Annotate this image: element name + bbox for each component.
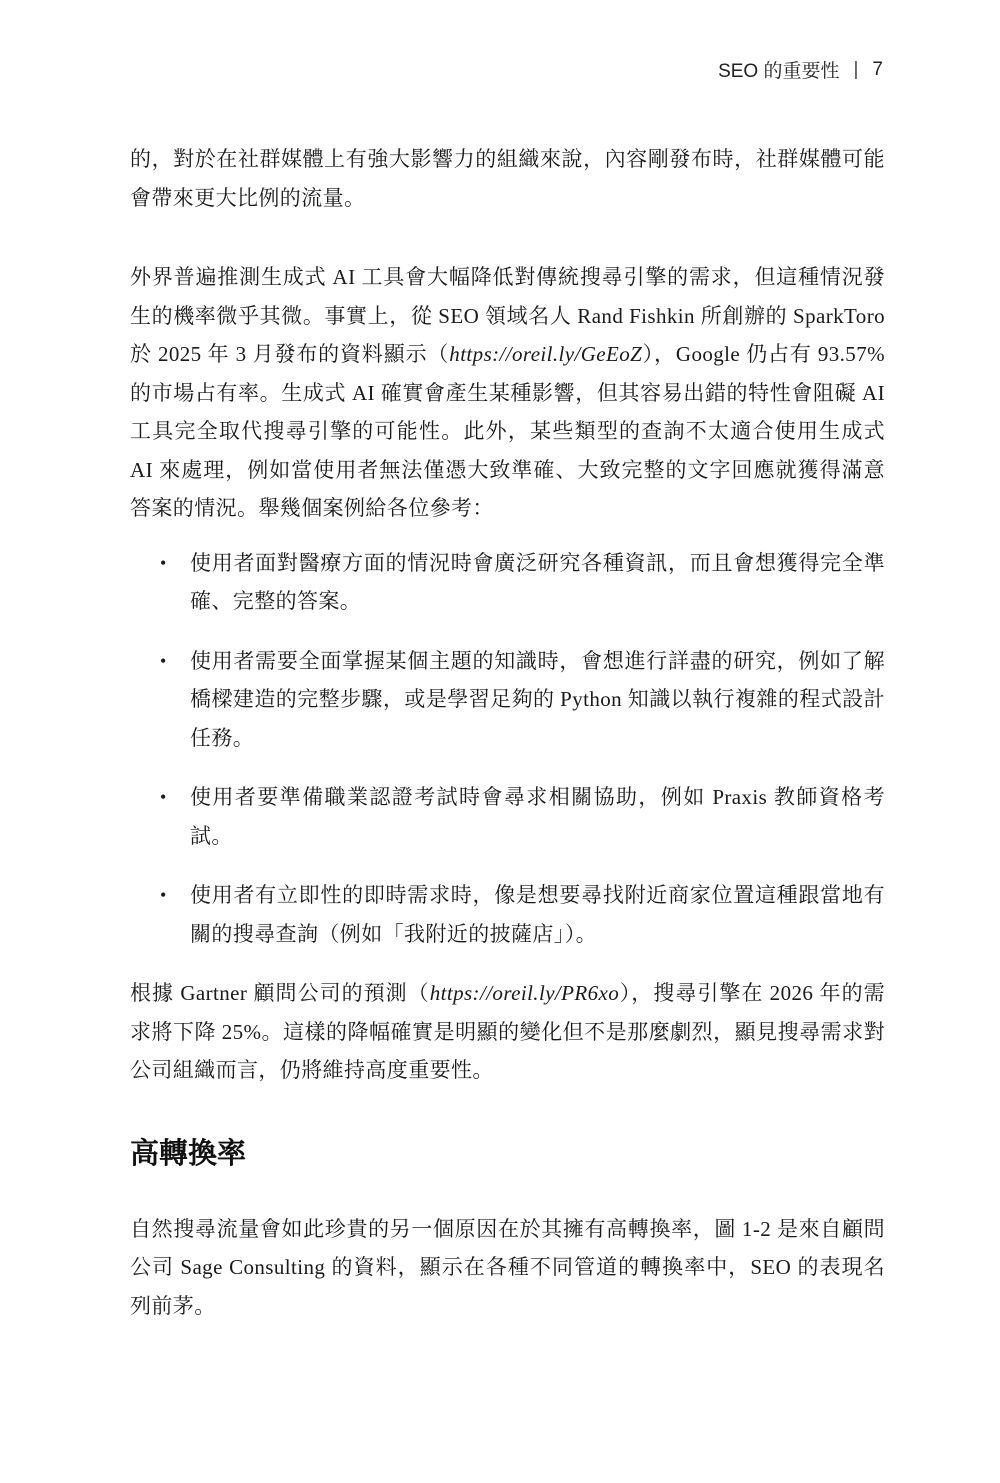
list-item-text: 使用者要準備職業認證考試時會尋求相關協助，例如 Praxis 教師資格考試。 — [190, 785, 885, 848]
examples-list — [130, 544, 885, 954]
list-item — [130, 642, 885, 758]
paragraph-conversion-rate: 自然搜尋流量會如此珍貴的另一個原因在於其擁有高轉換率，圖 1-2 是來自顧問公司 Sage Consulting 的資料，顯示在各種不同管道的轉換率中，SEO 的表現名列前茅。 — [130, 1216, 885, 1318]
running-head-separator: | — [853, 58, 859, 80]
running-head-title: SEO 的重要性 — [718, 61, 840, 82]
section-heading: 高轉換率 — [130, 1137, 247, 1170]
running-head — [718, 56, 883, 83]
list-item-text: 使用者有立即性的即時需求時，像是想要尋找附近商家位置這種跟當地有關的搜尋查詢（例如「我附近的披薩店」）。 — [190, 883, 885, 946]
paragraph-text: ），搜尋引擎在 2026 年的需求將下降 25%。這樣的降幅確實是明顯的變化但不是那麼劇烈，顯見搜尋需求對公司組織而言，仍將維持高度重要性。 — [130, 981, 886, 1082]
sparktoro-link[interactable]: https://oreil.ly/GeEoZ — [449, 342, 643, 366]
paragraph-text: 外界普遍推測生成式 AI 工具會大幅降低對傳統搜尋引擎的需求，但這種情況發生的機率微乎其微。事實上，從 SEO 領域名人 Rand Fishkin 所創辦的 SparkToro 於 2025 年 3 月發布的資料顯示（ — [130, 265, 885, 366]
bullet-icon: • — [160, 552, 167, 573]
gartner-link[interactable]: https://oreil.ly/PR6xo — [429, 981, 620, 1005]
paragraph-text: ），Google 仍占有 93.57% 的市場占有率。生成式 AI 確實會產生某種影響，但其容易出錯的特性會阻礙 AI 工具完全取代搜尋引擎的可能性。此外，某些類型的查詢不太適合使用生成式 AI 來處理，例如當使用者無法僅憑大致準確、大致完整的文字回應就獲得滿意答案的情況。舉幾個案例給各位參考： — [130, 342, 886, 520]
page-content — [130, 140, 885, 1325]
paragraph-gartner — [130, 974, 885, 1090]
bullet-icon: • — [160, 787, 167, 807]
list-item — [130, 778, 885, 855]
page-number: 7 — [872, 58, 883, 80]
list-item-text: 使用者面對醫療方面的情況時會廣泛研究各種資訊，而且會想獲得完全準確、完整的答案。 — [190, 550, 885, 613]
list-item — [130, 876, 885, 953]
paragraph-generative-ai — [130, 258, 885, 528]
list-item-text: 使用者需要全面掌握某個主題的知識時，會想進行詳盡的研究，例如了解橋樑建造的完整步驟，或是學習足夠的 Python 知識以執行複雜的程式設計任務。 — [190, 648, 885, 750]
list-item — [130, 544, 885, 621]
bullet-icon: • — [160, 885, 167, 905]
bullet-icon: • — [160, 650, 167, 671]
paragraph-text: 根據 Gartner 顧問公司的預測（ — [130, 981, 430, 1005]
paragraph-social-media: 的，對於在社群媒體上有強大影響力的組織來說，內容剛發布時，社群媒體可能會帶來更大比例的流量。 — [130, 147, 885, 210]
